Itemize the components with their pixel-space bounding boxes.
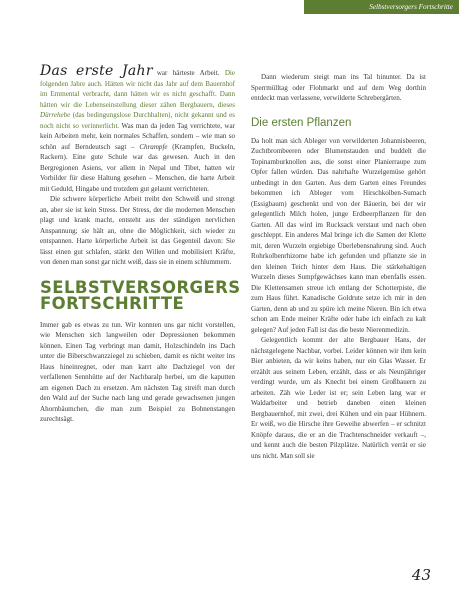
intro-green-emphasis: Dürrehebe — [40, 111, 71, 119]
page-number: 43 — [411, 566, 431, 584]
left-column — [40, 63, 241, 425]
section-heading: SELBSTVERSORGERS FORTSCHRITTE — [40, 277, 241, 313]
intro-text-b: (Krampfen, Buckeln, Rackern). Eine gute Schule war das gewesen. Auch in den Bergregionen Asiens, vor allem in Nepal und Tibet, hatten wir Vorbilder für diese Haltung gesehen – Menschen, die harte Arbeit mit Geduld, Hingabe und trotzdem gut gelaunt verrichteten. — [40, 142, 235, 193]
body-paragraph: Immer gab es etwas zu tun. Wir konnten uns gar nicht vorstellen, wie Menschen sich langweilen oder Depressionen bekommen können. Einen Tag verbringt man damit, Holzschindeln ins Dach unter die Biberschwanzziegel zu schieben, damit es nicht weiter ins Haus hineinregnet, oder man karrt alte Dachziegel von der verfallenen Sennhütte auf der Nachbaralp herbei, um die kaputten am eigenen Dach zu ersetzen. Am nächsten Tag streift man durch den Wald auf der Suche nach lang und gerade gewachsenen jungen Ahornbäumchen, die man zum Beispiel zu Bohnenstangen zurechtsägt. — [40, 320, 235, 423]
chapter-heading: Das erste Jahr — [40, 63, 153, 79]
subheading: Die ersten Pflanzen — [251, 116, 352, 129]
intro-paragraph — [40, 63, 235, 194]
running-header-title: Selbstversorgers Fortschritte — [369, 3, 453, 11]
body-paragraph: Gelegentlich kommt der alte Bergbauer Hans, der nächstgelegene Nachbar, vorbei. Leider können wir ihm kein Bier anbieten, da wir keins haben, nur ein Glas Wasser. Er erzählt aus seinem Leben, erzählt, dass er als Neunjähriger verdingt wurde, um als Knecht bei einem Großbauern zu arbeiten. Zäh wie Leder ist er; sein Leben lang war er Waldarbeiter und betrieb daneben einen kleinen Bergbauernhof, mit zwei, drei Kühen und ein paar Hühnern. Er weiß, wo die Hirsche ihre Geweihe abwerfen – er schnitzt Knöpfe daraus, die er an die Trachtenschneider verkauft –, und kennt auch die besten Pilzplätze. Natürlich verrät er sie uns nicht. Man soll sie — [251, 336, 426, 460]
intro-first-line: war härteste Arbeit. — [156, 69, 220, 77]
header-bar — [304, 0, 459, 14]
intro-emphasis: Chrampfe — [139, 142, 168, 151]
intro-text-a: Was man da jeden Tag verrichtete, war kein Arbeiten mehr, kein normales Schaffen, sondern – wie man so schön auf Berndeutsch sagt – — [40, 121, 235, 151]
body-paragraph: Die schwere körperliche Arbeit treibt den Schweiß und strengt an, aber sie ist kein Stress. Der Stress, der die modernen Menschen plagt und krank macht, entsteht aus der ständigen nervlichen Anspannung; sie hält an, ohne die Möglichkeit, sich wieder zu entspannen. Harte körperliche Arbeit ist das Gegenteil davon: Sie lässt einen gut schlafen, stärkt den Willen und mobilisiert Kräfte, von denen man sonst gar nicht weiß, dass sie in einem schlummern. — [40, 195, 235, 266]
body-paragraph: Da holt man sich Ableger von verwilderten Johannisbeeren, Zuchtbrombeeren oder Blumenstauden und buddelt die Topinamburknollen aus, die sonst einer Planierraupe zum Opfer fallen würden. Das nahrhafte Wurzelgemüse gehört unbedingt in den Garten. Aus dem Garten eines Freundes bekommen ich Ableger vom Hirschkolben-Sumach (Essigbaum) geschenkt und von der Bäuerin, bei der wir gelegentlich Milch holen, junge Erdbeerpflanzen für den Garten. All das wird im Rucksack verstaut und nach oben geschleppt. Ein anderes Mal bringe ich die Samen der Klette mit, deren Wurzeln ergiebige Überlebensnahrung sind. Auch Rohrkolbenrhizome habe ich gefunden und pflanzte sie in den kleinen Teich hinter dem Haus. Die stärkehaltigen Wurzeln dieses Sumpfgewächses kann man ebenfalls essen. Die Klettensamen streue ich entlang der Schotterpiste, die zum Haus führt. Kanadische Goldrute setze ich mir in den Garten, denn ab und zu spüre ich meine Nieren. Bin ich etwa schon am Ende meiner Kräfte oder habe ich einfach zu kalt gelegen? Auf jeden Fall ist das die beste Nierenmedizin. — [251, 136, 426, 334]
intro-green-text-a: Die folgenden Jahre auch. Hätten wir nicht das Jahr auf dem Bauernhof im Emmental verbracht, dann hätten wir es nicht geschafft. Dann hätten wir die Lebenseinstellung dieser zähen Bergbauern, dieses — [40, 69, 235, 109]
body-paragraph: Dann wiederum steigt man ins Tal hinunter. Da ist Sperrmülltag oder Flohmarkt und auf dem Weg dorthin entdeckt man verlassene, verwilderte Schrebergärten. — [251, 73, 426, 102]
right-column — [251, 72, 426, 461]
intro-green-text-b: (das bedingungslose Durchhalten), nicht gekannt und es noch nicht so verinnerlicht. — [40, 111, 235, 130]
